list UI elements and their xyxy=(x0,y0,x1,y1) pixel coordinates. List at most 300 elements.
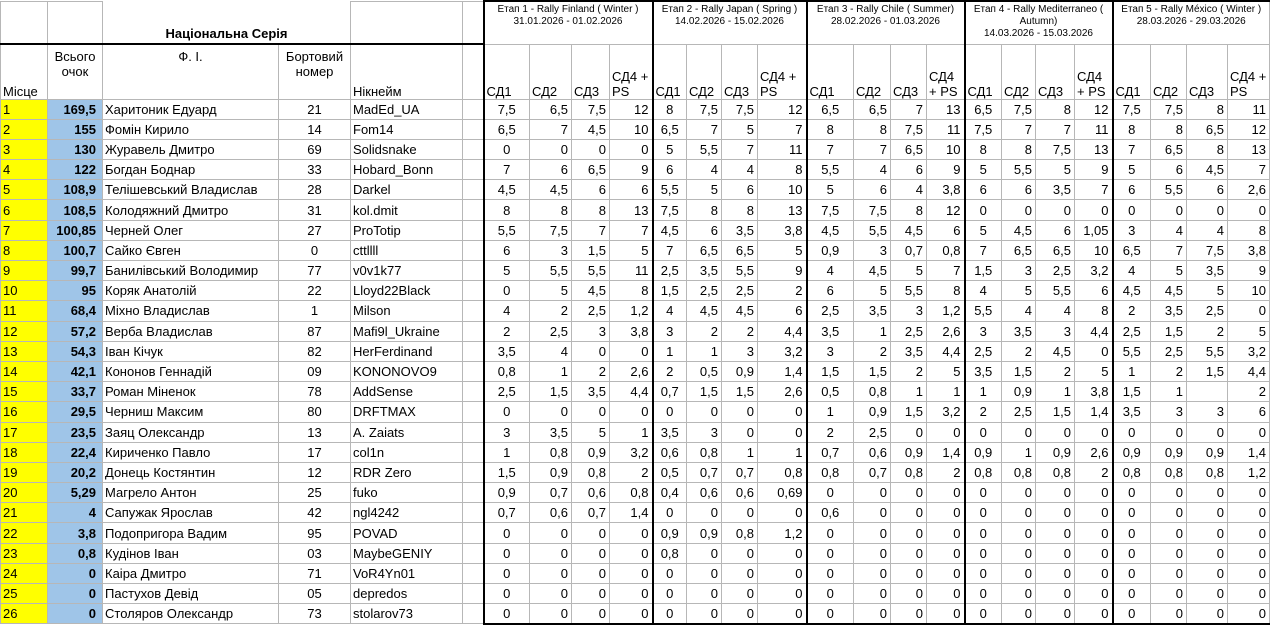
score-cell: 4,5 xyxy=(1151,281,1187,301)
points-cell: 23,5 xyxy=(48,422,103,442)
table-row xyxy=(1,160,1270,180)
score-cell: 1 xyxy=(927,382,965,402)
score-cell: 5 xyxy=(965,220,1002,240)
score-cell: 10 xyxy=(758,180,807,200)
stage-3-header: Етап 3 - Rally Chile ( Summer) 28.02.2026 - 01.03.2026 xyxy=(807,1,965,44)
score-cell: 0 xyxy=(1187,200,1228,220)
score-cell: 0 xyxy=(854,503,891,523)
score-cell: 8 xyxy=(722,200,758,220)
score-cell: 0 xyxy=(891,523,927,543)
score-cell: 0 xyxy=(1113,483,1151,503)
nickname-cell: Mafi9l_Ukraine xyxy=(351,321,463,341)
score-cell: 0 xyxy=(1151,523,1187,543)
car-number-cell: 31 xyxy=(279,200,351,220)
score-cell: 12 xyxy=(610,99,653,119)
score-cell: 0,6 xyxy=(807,503,854,523)
score-cell: 3 xyxy=(1113,220,1151,240)
score-cell: 3 xyxy=(891,301,927,321)
score-cell: 5 xyxy=(530,281,572,301)
score-cell: 0 xyxy=(530,523,572,543)
score-cell: 0 xyxy=(1187,503,1228,523)
score-cell: 5 xyxy=(1228,321,1270,341)
score-cell: 0 xyxy=(610,402,653,422)
blank-cell xyxy=(463,1,484,44)
score-cell: 0 xyxy=(1113,503,1151,523)
score-cell: 0 xyxy=(653,402,687,422)
score-cell: 8 xyxy=(891,200,927,220)
score-cell: 0 xyxy=(610,139,653,159)
score-cell: 6,5 xyxy=(1036,240,1075,260)
score-cell: 2 xyxy=(1151,361,1187,381)
score-cell: 2,6 xyxy=(758,382,807,402)
blank-cell xyxy=(463,220,484,240)
score-cell: 5,5 xyxy=(687,139,722,159)
score-cell: 7 xyxy=(1002,119,1036,139)
score-cell: 0,8 xyxy=(484,361,530,381)
score-cell: 6 xyxy=(1002,180,1036,200)
score-cell: 7 xyxy=(687,119,722,139)
score-cell: 7,5 xyxy=(1113,99,1151,119)
name-cell: Богдан Боднар xyxy=(103,160,279,180)
score-cell: 0 xyxy=(610,523,653,543)
score-cell: 0,8 xyxy=(891,462,927,482)
score-cell: 1 xyxy=(1036,382,1075,402)
score-cell: 0 xyxy=(854,543,891,563)
score-cell: 5 xyxy=(1036,160,1075,180)
score-cell: 0 xyxy=(530,139,572,159)
nickname-cell: A. Zaiats xyxy=(351,422,463,442)
score-cell: 0 xyxy=(1151,584,1187,604)
score-cell: 3 xyxy=(807,341,854,361)
score-cell: 4,5 xyxy=(484,180,530,200)
score-cell: 0,8 xyxy=(758,462,807,482)
place-cell: 10 xyxy=(1,281,48,301)
score-cell: 0 xyxy=(687,402,722,422)
score-cell: 5,5 xyxy=(1151,180,1187,200)
score-cell: 8 xyxy=(1075,301,1113,321)
name-cell: Колодяжний Дмитро xyxy=(103,200,279,220)
car-number-cell: 09 xyxy=(279,361,351,381)
score-cell: 5 xyxy=(653,139,687,159)
score-cell: 0 xyxy=(1002,523,1036,543)
nickname-cell: VoR4Yn01 xyxy=(351,563,463,583)
score-cell: 0 xyxy=(758,543,807,563)
score-cell: 6,5 xyxy=(572,160,610,180)
score-cell: 0,9 xyxy=(891,442,927,462)
score-cell: 3,2 xyxy=(1075,261,1113,281)
score-cell: 11 xyxy=(758,139,807,159)
place-cell: 4 xyxy=(1,160,48,180)
score-cell: 6,5 xyxy=(722,240,758,260)
score-cell: 3,5 xyxy=(1187,261,1228,281)
car-number-cell: 87 xyxy=(279,321,351,341)
nickname-cell: ProTotip xyxy=(351,220,463,240)
car-number-cell: 33 xyxy=(279,160,351,180)
name-cell: Сайко Євген xyxy=(103,240,279,260)
score-cell: 3,8 xyxy=(927,180,965,200)
stage-5-header: Етап 5 - Rally México ( Winter ) 28.03.2026 - 29.03.2026 xyxy=(1113,1,1270,44)
score-cell: 4,5 xyxy=(722,301,758,321)
score-cell: 1,4 xyxy=(927,442,965,462)
score-cell: 0 xyxy=(965,543,1002,563)
score-cell: 5 xyxy=(687,180,722,200)
blank-cell xyxy=(1,1,48,44)
score-cell: 1,4 xyxy=(1075,402,1113,422)
name-cell: Пастухов Девід xyxy=(103,584,279,604)
score-cell: 3,5 xyxy=(891,341,927,361)
place-cell: 22 xyxy=(1,523,48,543)
table-row xyxy=(1,462,1270,482)
score-cell: 0 xyxy=(687,604,722,624)
nickname-header: Нікнейм xyxy=(351,44,463,99)
score-cell: 6,5 xyxy=(530,99,572,119)
score-cell: 0,5 xyxy=(687,361,722,381)
name-cell: Подопригора Вадим xyxy=(103,523,279,543)
nickname-cell: AddSense xyxy=(351,382,463,402)
score-cell: 2,5 xyxy=(530,321,572,341)
score-cell: 0 xyxy=(1075,543,1113,563)
points-cell: 108,5 xyxy=(48,200,103,220)
car-number-cell: 1 xyxy=(279,301,351,321)
car-number-cell: 0 xyxy=(279,240,351,260)
score-cell: 0 xyxy=(722,422,758,442)
score-cell: 10 xyxy=(610,119,653,139)
score-cell: 0 xyxy=(807,523,854,543)
score-cell: 5 xyxy=(1075,361,1113,381)
score-cell: 2 xyxy=(687,321,722,341)
score-cell: 1 xyxy=(854,321,891,341)
score-cell: 2 xyxy=(610,462,653,482)
score-cell: 2 xyxy=(854,341,891,361)
score-cell: 1 xyxy=(807,402,854,422)
score-cell: 1,4 xyxy=(758,361,807,381)
score-cell: 0 xyxy=(965,422,1002,442)
score-cell: 0 xyxy=(927,563,965,583)
nickname-cell: MaybeGENIY xyxy=(351,543,463,563)
table-row xyxy=(1,200,1270,220)
score-cell: 4 xyxy=(653,301,687,321)
name-cell: Столяров Олександр xyxy=(103,604,279,624)
score-cell: 12 xyxy=(927,200,965,220)
score-cell: 1 xyxy=(1113,361,1151,381)
score-cell: 4,5 xyxy=(807,220,854,240)
name-cell: Кудінов Іван xyxy=(103,543,279,563)
score-cell: 0,9 xyxy=(1002,382,1036,402)
blank-cell xyxy=(463,160,484,180)
score-cell: 0 xyxy=(484,563,530,583)
score-cell: 0 xyxy=(807,543,854,563)
score-cell: 6 xyxy=(653,160,687,180)
score-cell: 0 xyxy=(758,422,807,442)
score-cell: 8 xyxy=(854,119,891,139)
score-cell: 0 xyxy=(572,402,610,422)
score-cell: 7,5 xyxy=(965,119,1002,139)
stage-4-header: Етап 4 - Rally Mediterraneo ( Autumn) 14.03.2026 - 15.03.2026 xyxy=(965,1,1113,44)
blank-cell xyxy=(463,261,484,281)
score-cell: 0,6 xyxy=(530,503,572,523)
score-cell: 5 xyxy=(610,240,653,260)
score-cell: 0,9 xyxy=(530,462,572,482)
car-number-cell: 27 xyxy=(279,220,351,240)
car-number-cell: 71 xyxy=(279,563,351,583)
score-cell: 4,4 xyxy=(927,341,965,361)
score-cell: 7,5 xyxy=(687,99,722,119)
score-cell: 3 xyxy=(484,422,530,442)
score-cell: 5 xyxy=(965,160,1002,180)
score-cell: 3 xyxy=(687,422,722,442)
table-row xyxy=(1,321,1270,341)
score-cell: 0 xyxy=(1151,422,1187,442)
score-cell: 10 xyxy=(927,139,965,159)
score-cell: 0,6 xyxy=(572,483,610,503)
score-cell: 0,8 xyxy=(687,442,722,462)
score-cell: 7 xyxy=(965,240,1002,260)
name-cell: Роман Міненок xyxy=(103,382,279,402)
place-cell: 17 xyxy=(1,422,48,442)
score-cell: 0 xyxy=(1075,503,1113,523)
score-cell: 0 xyxy=(1113,422,1151,442)
score-cell: 0 xyxy=(891,483,927,503)
nickname-cell: Hobard_Bonn xyxy=(351,160,463,180)
score-cell: 0 xyxy=(1002,422,1036,442)
score-cell: 0 xyxy=(927,483,965,503)
score-cell: 5,5 xyxy=(653,180,687,200)
score-cell: 2 xyxy=(722,321,758,341)
score-cell: 5,5 xyxy=(530,261,572,281)
car-number-cell: 42 xyxy=(279,503,351,523)
score-cell: 3,5 xyxy=(687,261,722,281)
score-cell: 6,5 xyxy=(687,240,722,260)
score-cell: 7,5 xyxy=(891,119,927,139)
score-cell: 0 xyxy=(927,584,965,604)
score-cell: 0 xyxy=(610,584,653,604)
score-cell: 8 xyxy=(1151,119,1187,139)
score-cell: 2 xyxy=(927,462,965,482)
score-cell: 0 xyxy=(927,604,965,624)
score-cell: 3 xyxy=(530,240,572,260)
score-cell: 0 xyxy=(965,503,1002,523)
score-cell: 7,5 xyxy=(653,200,687,220)
score-cell: 7 xyxy=(1075,180,1113,200)
blank-cell xyxy=(463,584,484,604)
score-cell: 0 xyxy=(854,523,891,543)
score-cell: 2,6 xyxy=(1228,180,1270,200)
points-cell: 122 xyxy=(48,160,103,180)
score-cell: 4,4 xyxy=(610,382,653,402)
score-cell: 0 xyxy=(610,341,653,361)
score-cell: 6,5 xyxy=(1113,240,1151,260)
score-cell: 2 xyxy=(1002,341,1036,361)
score-cell: 0 xyxy=(722,503,758,523)
score-cell: 1,5 xyxy=(1113,382,1151,402)
score-cell: 0 xyxy=(1228,604,1270,624)
header-row-stages xyxy=(1,1,1270,44)
blank-cell xyxy=(463,44,484,99)
points-cell: 4 xyxy=(48,503,103,523)
points-cell: 169,5 xyxy=(48,99,103,119)
car-number-cell: 78 xyxy=(279,382,351,402)
score-cell: 0,5 xyxy=(653,462,687,482)
score-cell: 0 xyxy=(1113,584,1151,604)
score-cell: 0 xyxy=(530,563,572,583)
place-cell: 3 xyxy=(1,139,48,159)
points-cell: 130 xyxy=(48,139,103,159)
score-cell: 0 xyxy=(687,543,722,563)
score-cell: 0,6 xyxy=(687,483,722,503)
score-cell: 7,5 xyxy=(1036,139,1075,159)
blank-cell xyxy=(463,563,484,583)
score-cell: 0 xyxy=(1151,483,1187,503)
score-cell: 0,8 xyxy=(1002,462,1036,482)
score-cell: 2 xyxy=(758,281,807,301)
score-cell: 7 xyxy=(1228,160,1270,180)
score-cell: 8 xyxy=(1187,99,1228,119)
score-cell: 2 xyxy=(572,361,610,381)
place-cell: 15 xyxy=(1,382,48,402)
score-cell: 0 xyxy=(965,200,1002,220)
score-cell: 0 xyxy=(758,563,807,583)
stage-5-col-4: СД4 + PS xyxy=(1228,44,1270,99)
score-cell: 0,9 xyxy=(854,402,891,422)
score-cell: 4 xyxy=(1187,220,1228,240)
score-cell: 0,7 xyxy=(891,240,927,260)
score-cell: 2 xyxy=(1113,301,1151,321)
score-cell: 0 xyxy=(687,563,722,583)
score-cell: 0 xyxy=(1075,200,1113,220)
score-cell: 5 xyxy=(1002,281,1036,301)
place-cell: 7 xyxy=(1,220,48,240)
score-cell: 6 xyxy=(484,240,530,260)
place-cell: 6 xyxy=(1,200,48,220)
place-cell: 16 xyxy=(1,402,48,422)
blank-cell xyxy=(463,281,484,301)
blank-cell xyxy=(463,119,484,139)
score-cell: 0 xyxy=(530,604,572,624)
score-cell: 0,9 xyxy=(484,483,530,503)
score-cell: 8 xyxy=(758,160,807,180)
score-cell: 2,5 xyxy=(854,422,891,442)
score-cell: 0 xyxy=(1113,563,1151,583)
score-cell: 3,5 xyxy=(653,422,687,442)
score-cell: 8 xyxy=(653,99,687,119)
blank-cell xyxy=(463,301,484,321)
score-cell: 0,9 xyxy=(653,523,687,543)
score-cell: 0 xyxy=(891,503,927,523)
score-cell: 7 xyxy=(1151,240,1187,260)
score-cell: 1 xyxy=(965,382,1002,402)
score-cell: 1 xyxy=(484,442,530,462)
place-cell: 8 xyxy=(1,240,48,260)
score-cell: 6 xyxy=(610,180,653,200)
points-cell: 0 xyxy=(48,604,103,624)
score-cell: 0 xyxy=(1075,563,1113,583)
blank-cell xyxy=(463,523,484,543)
score-cell: 0 xyxy=(722,563,758,583)
score-cell: 3 xyxy=(1036,321,1075,341)
score-cell: 1,5 xyxy=(965,261,1002,281)
score-cell: 7,5 xyxy=(722,99,758,119)
score-cell: 8 xyxy=(927,281,965,301)
score-cell: 2,5 xyxy=(965,341,1002,361)
score-cell: 1,5 xyxy=(722,382,758,402)
score-cell: 2,5 xyxy=(1002,402,1036,422)
blank-cell xyxy=(463,99,484,119)
blank-cell xyxy=(463,240,484,260)
score-cell: 0 xyxy=(484,604,530,624)
name-cell: Верба Владислав xyxy=(103,321,279,341)
stage-2-col-4: СД4 + PS xyxy=(758,44,807,99)
score-cell: 0,8 xyxy=(807,462,854,482)
score-cell: 0 xyxy=(1036,503,1075,523)
name-cell: Заяц Олександр xyxy=(103,422,279,442)
score-cell: 6 xyxy=(1151,160,1187,180)
score-cell: 8 xyxy=(530,200,572,220)
score-cell: 2,5 xyxy=(572,301,610,321)
table-row xyxy=(1,563,1270,583)
score-cell: 0 xyxy=(891,422,927,442)
score-cell: 5 xyxy=(572,422,610,442)
score-cell: 6 xyxy=(530,160,572,180)
score-cell: 0 xyxy=(854,604,891,624)
stage-2-col-1: СД1 xyxy=(653,44,687,99)
table-row xyxy=(1,382,1270,402)
score-cell: 3 xyxy=(1187,402,1228,422)
score-cell: 0 xyxy=(1187,563,1228,583)
blank-cell xyxy=(463,139,484,159)
points-cell: 100,85 xyxy=(48,220,103,240)
score-cell: 1,05 xyxy=(1075,220,1113,240)
blank-cell xyxy=(463,382,484,402)
name-cell: Черниш Максим xyxy=(103,402,279,422)
score-cell: 0 xyxy=(891,543,927,563)
score-cell: 0 xyxy=(1036,523,1075,543)
score-cell: 7 xyxy=(653,240,687,260)
score-cell: 6,5 xyxy=(484,119,530,139)
score-cell: 1,5 xyxy=(1036,402,1075,422)
score-cell: 0,9 xyxy=(572,442,610,462)
score-cell: 0 xyxy=(1002,563,1036,583)
score-cell: 4 xyxy=(687,160,722,180)
blank-cell xyxy=(463,422,484,442)
score-cell: 5 xyxy=(854,281,891,301)
score-cell: 0 xyxy=(653,503,687,523)
score-cell: 4,5 xyxy=(891,220,927,240)
score-cell: 1 xyxy=(722,442,758,462)
score-cell: 0,8 xyxy=(572,462,610,482)
nickname-cell: fuko xyxy=(351,483,463,503)
table-row xyxy=(1,99,1270,119)
score-cell: 6 xyxy=(965,180,1002,200)
nickname-cell: KONONOVO9 xyxy=(351,361,463,381)
blank-cell xyxy=(463,402,484,422)
table-row xyxy=(1,301,1270,321)
table-row xyxy=(1,261,1270,281)
score-cell: 0 xyxy=(653,584,687,604)
score-cell: 8 xyxy=(687,200,722,220)
place-cell: 13 xyxy=(1,341,48,361)
score-cell: 2 xyxy=(484,321,530,341)
nickname-cell: POVAD xyxy=(351,523,463,543)
score-cell: 0 xyxy=(1075,422,1113,442)
score-cell: 1 xyxy=(610,422,653,442)
name-cell: Кириченко Павло xyxy=(103,442,279,462)
score-cell: 0,8 xyxy=(653,543,687,563)
table-row xyxy=(1,604,1270,624)
score-cell: 7,5 xyxy=(854,200,891,220)
score-cell: 0,8 xyxy=(722,523,758,543)
name-cell: Коряк Анатолій xyxy=(103,281,279,301)
score-cell: 5 xyxy=(927,361,965,381)
